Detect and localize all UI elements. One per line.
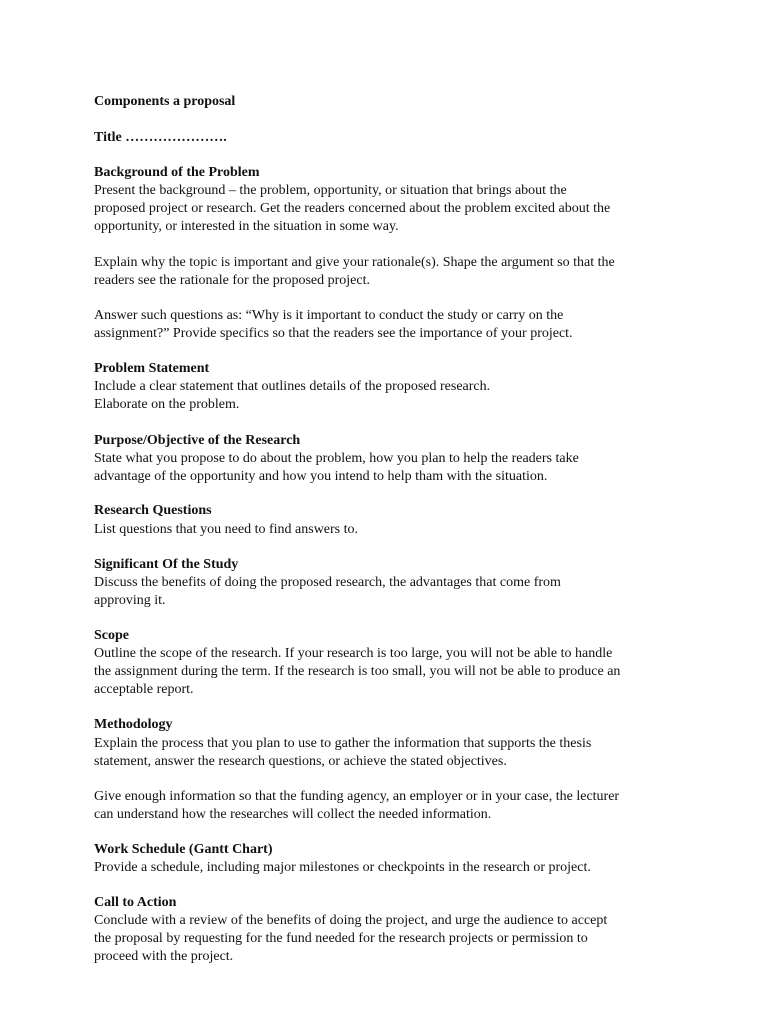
section-heading-call-to-action: Call to Action [94,895,177,910]
research-questions-paragraph [94,521,358,539]
methodology-paragraph-2 [94,788,619,824]
text-line: Explain why the topic is important and give your rationale(s). Shape the argument so that the [94,255,615,270]
problem-statement-paragraph [94,378,490,414]
section-heading-background: Background of the Problem [94,165,260,180]
section-heading-methodology: Methodology [94,717,173,732]
section-heading-scope: Scope [94,628,129,643]
significance-paragraph [94,574,561,610]
text-line: the proposal by requesting for the fund needed for the research projects or permission to [94,931,588,946]
section-heading-purpose: Purpose/Objective of the Research [94,433,301,448]
text-line: assignment?” Provide specifics so that the readers see the importance of your project. [94,326,573,341]
text-line: proposed project or research. Get the readers concerned about the problem excited about the [94,201,611,216]
methodology-paragraph-1 [94,735,591,771]
background-paragraph-1 [94,182,610,236]
title-placeholder-line: Title …………………. [94,130,227,145]
text-line: Conclude with a review of the benefits of doing the project, and urge the audience to accept [94,913,608,928]
purpose-paragraph [94,450,579,486]
section-heading-problem-statement: Problem Statement [94,361,210,376]
text-line: statement, answer the research questions, or achieve the stated objectives. [94,754,507,769]
background-paragraph-2 [94,254,615,290]
document-title: Components a proposal [94,94,236,109]
call-to-action-paragraph [94,912,607,966]
text-line: advantage of the opportunity and how you intend to help tham with the situation. [94,469,548,484]
text-line: readers see the rationale for the proposed project. [94,273,370,288]
scope-paragraph [94,645,620,699]
section-heading-significance: Significant Of the Study [94,557,239,572]
text-line: opportunity, or interested in the situation in some way. [94,219,399,234]
text-line: proceed with the project. [94,949,234,964]
text-line: Explain the process that you plan to use to gather the information that supports the thesis [94,736,592,751]
text-line: Give enough information so that the funding agency, an employer or in your case, the lecturer [94,789,620,804]
text-line: approving it. [94,593,166,608]
text-line: Include a clear statement that outlines details of the proposed research. [94,379,491,394]
text-line: Present the background – the problem, opportunity, or situation that brings about the [94,183,567,198]
text-line: List questions that you need to find answers to. [94,522,359,537]
section-heading-research-questions: Research Questions [94,503,212,518]
text-line: can understand how the researches will collect the needed information. [94,807,492,822]
text-line: Discuss the benefits of doing the proposed research, the advantages that come from [94,575,561,590]
text-line: the assignment during the term. If the research is too small, you will not be able to produce an [94,664,621,679]
background-paragraph-3 [94,307,573,343]
text-line: State what you propose to do about the problem, how you plan to help the readers take [94,451,579,466]
text-line: Answer such questions as: “Why is it important to conduct the study or carry on the [94,308,564,323]
section-heading-work-schedule: Work Schedule (Gantt Chart) [94,842,273,857]
text-line: Elaborate on the problem. [94,397,240,412]
text-line: Provide a schedule, including major milestones or checkpoints in the research or project. [94,860,591,875]
text-line: Outline the scope of the research. If your research is too large, you will not be able to handle [94,646,613,661]
work-schedule-paragraph [94,859,591,877]
text-line: acceptable report. [94,682,194,697]
